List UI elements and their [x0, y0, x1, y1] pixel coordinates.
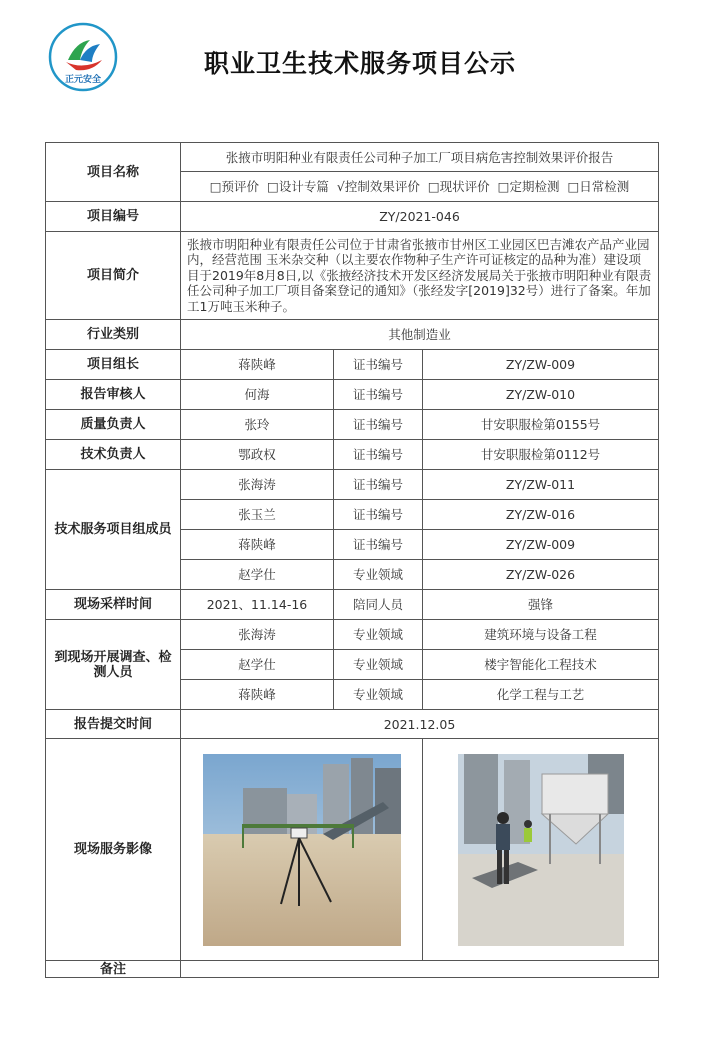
remark-label: 备注 — [46, 961, 181, 978]
option-daily: □日常检测 — [567, 179, 630, 194]
staff-key: 证书编号 — [334, 350, 423, 380]
images-label: 现场服务影像 — [46, 739, 181, 961]
member-key: 证书编号 — [334, 470, 423, 500]
sampling-value: 2021、11.14-16 — [181, 590, 334, 620]
onsite-name: 赵学仕 — [181, 650, 334, 680]
staff-val: 甘安职服检第0155号 — [423, 410, 659, 440]
onsite-key: 专业领域 — [334, 620, 423, 650]
onsite-val: 建筑环境与设备工程 — [423, 620, 659, 650]
staff-val: 甘安职服检第0112号 — [423, 440, 659, 470]
sampling-key: 陪同人员 — [334, 590, 423, 620]
staff-key: 证书编号 — [334, 410, 423, 440]
option-periodic: □定期检测 — [497, 179, 560, 194]
member-name: 张海涛 — [181, 470, 334, 500]
onsite-key: 专业领域 — [334, 650, 423, 680]
intro-value: 张掖市明阳种业有限责任公司位于甘肃省张掖市甘州区工业园区巴吉滩农产品产业园内，经营范围 玉米杂交种（以主要农作物种子生产许可证核定的品种为准）建设项目于2019年8月8日,以《张掖经济技术开发区经济发展局关于张掖市明阳种业有限责任公司种子加工厂项目备案登记的通知》（张经发字[2019]32号）进行了备案。年加工1万吨玉米种子。 — [181, 232, 659, 320]
project-no-value: ZY/2021-046 — [181, 202, 659, 232]
project-no-label: 项目编号 — [46, 202, 181, 232]
member-name: 张玉兰 — [181, 500, 334, 530]
member-val: ZY/ZW-016 — [423, 500, 659, 530]
project-name-value: 张掖市明阳种业有限责任公司种子加工厂项目病危害控制效果评价报告 — [181, 143, 659, 172]
option-status: □现状评价 — [427, 179, 490, 194]
member-key: 证书编号 — [334, 530, 423, 560]
staff-label: 项目组长 — [46, 350, 181, 380]
member-key: 证书编号 — [334, 500, 423, 530]
staff-label: 技术负责人 — [46, 440, 181, 470]
remark-value — [181, 961, 659, 978]
staff-key: 证书编号 — [334, 440, 423, 470]
member-val: ZY/ZW-009 — [423, 530, 659, 560]
member-name: 赵学仕 — [181, 560, 334, 590]
page-title: 职业卫生技术服务项目公示 — [203, 49, 516, 78]
site-photo-cell-1 — [181, 739, 423, 961]
submit-value: 2021.12.05 — [181, 710, 659, 739]
member-val: ZY/ZW-026 — [423, 560, 659, 590]
members-label: 技术服务项目组成员 — [46, 470, 181, 590]
option-design: □设计专篇 — [267, 179, 329, 194]
service-type-options — [181, 172, 659, 202]
sampling-val: 强锋 — [423, 590, 659, 620]
staff-name: 鄂政权 — [181, 440, 334, 470]
onsite-name: 张海涛 — [181, 620, 334, 650]
onsite-val: 化学工程与工艺 — [423, 680, 659, 710]
staff-label: 报告审核人 — [46, 380, 181, 410]
staff-name: 张玲 — [181, 410, 334, 440]
site-photo-2 — [458, 754, 624, 946]
project-info-table — [45, 142, 659, 978]
staff-val: ZY/ZW-009 — [423, 350, 659, 380]
member-name: 蒋陕峰 — [181, 530, 334, 560]
intro-label: 项目简介 — [46, 232, 181, 320]
option-pre-evaluation: □预评价 — [209, 179, 260, 194]
option-control-effect: √控制效果评价 — [336, 179, 420, 194]
sampling-label: 现场采样时间 — [46, 590, 181, 620]
staff-name: 蒋陕峰 — [181, 350, 334, 380]
staff-name: 何海 — [181, 380, 334, 410]
staff-val: ZY/ZW-010 — [423, 380, 659, 410]
staff-key: 证书编号 — [334, 380, 423, 410]
site-photo-1 — [203, 754, 401, 946]
staff-label: 质量负责人 — [46, 410, 181, 440]
member-key: 专业领域 — [334, 560, 423, 590]
industry-value: 其他制造业 — [181, 320, 659, 350]
project-name-label: 项目名称 — [46, 143, 181, 202]
site-photo-cell-2 — [423, 739, 659, 961]
onsite-val: 楼宇智能化工程技术 — [423, 650, 659, 680]
logo-text: 正元安全 — [64, 75, 102, 85]
onsite-label: 到现场开展调查、检测人员 — [46, 620, 181, 710]
onsite-key: 专业领域 — [334, 680, 423, 710]
submit-label: 报告提交时间 — [46, 710, 181, 739]
member-val: ZY/ZW-011 — [423, 470, 659, 500]
industry-label: 行业类别 — [46, 320, 181, 350]
onsite-name: 蒋陕峰 — [181, 680, 334, 710]
